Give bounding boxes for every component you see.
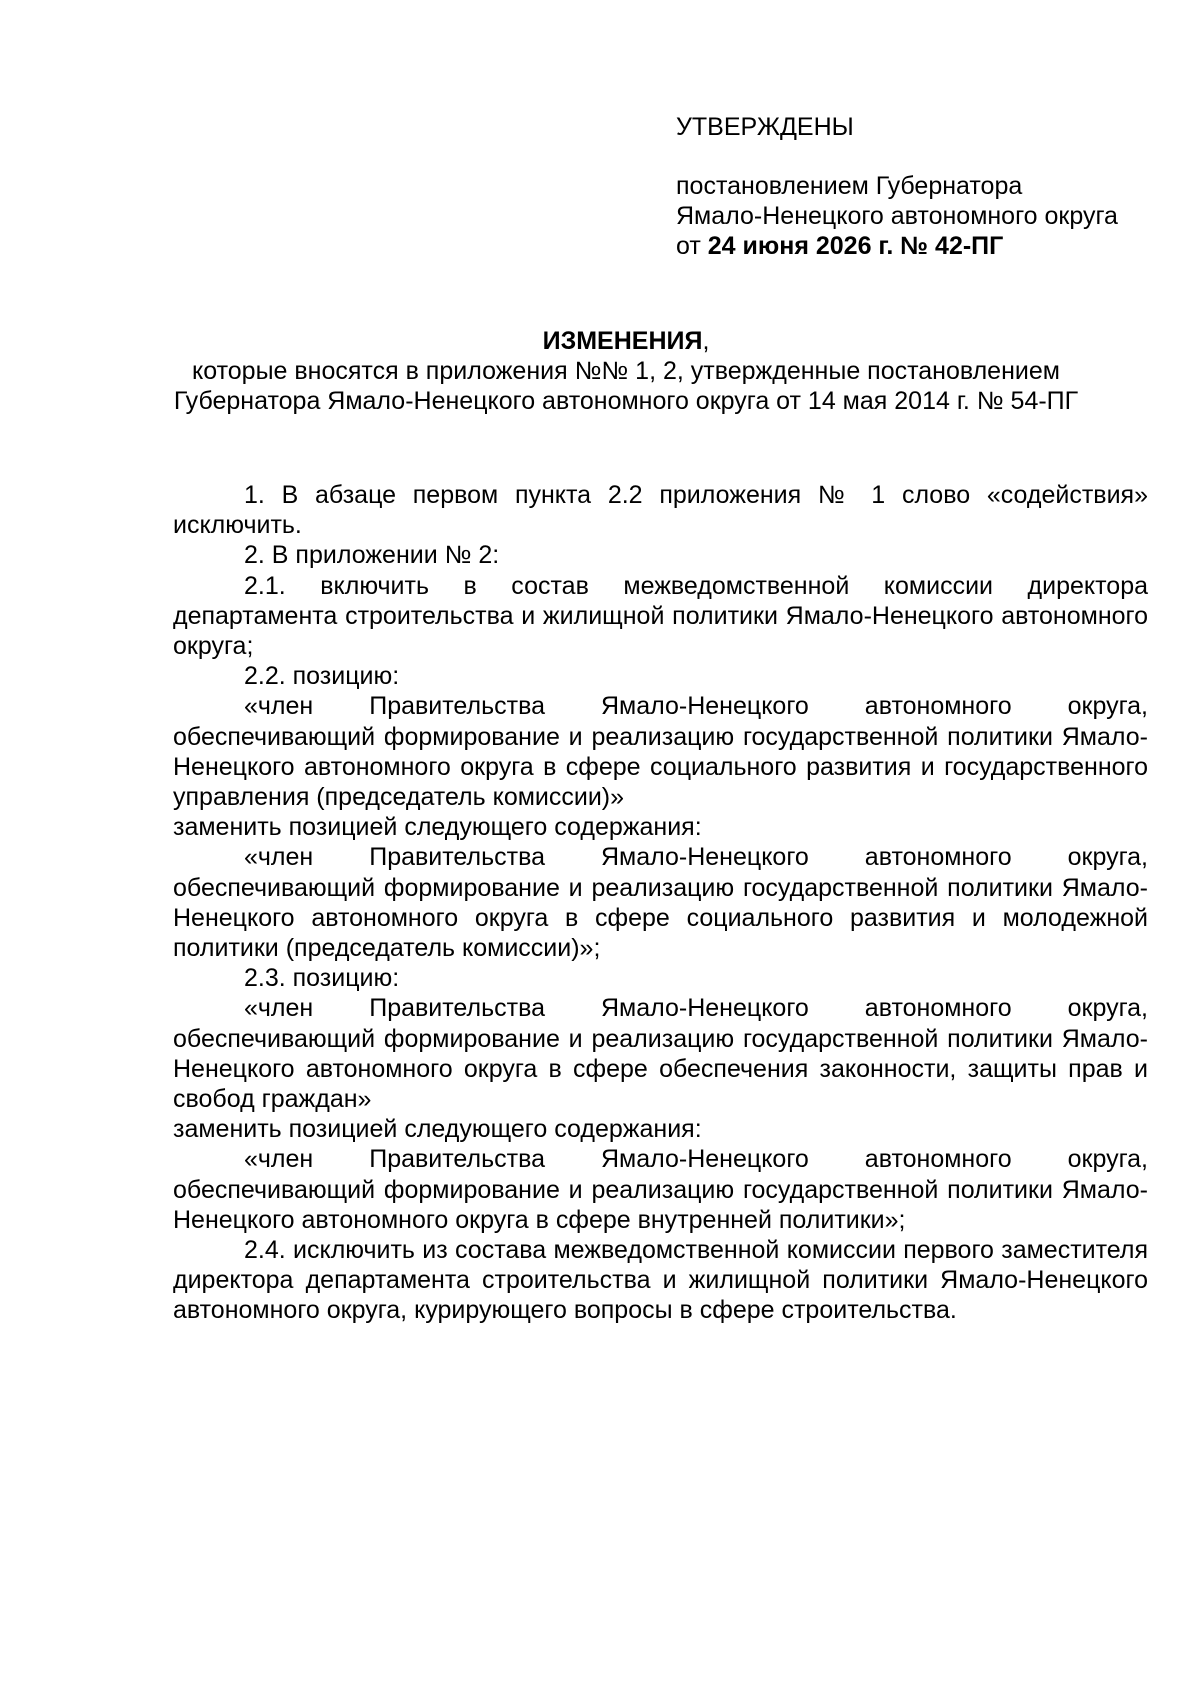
approval-block	[676, 112, 1176, 261]
position-old-2-2: «член Правительства Ямало-Ненецкого автономного округа, обеспечивающий формирование и реализацию государственной политики Ямало-Ненецкого автономного округа в сфере социального развития и государственного управления (председатель комиссии)»	[173, 692, 1148, 812]
heading-line-2: которые вносятся в приложения №№ 1, 2, утвержденные постановлением	[192, 357, 1060, 385]
paragraph-1: 1. В абзаце первом пункта 2.2 приложения № 1 слово «содействия» исключить.	[173, 481, 1148, 540]
approval-date-line	[676, 231, 1176, 261]
position-old-2-3: «член Правительства Ямало-Ненецкого автономного округа, обеспечивающий формирование и реализацию государственной политики Ямало-Ненецкого автономного округа в сфере обеспечения законности, защиты прав и свобод граждан»	[173, 994, 1148, 1114]
paragraph-2-2: 2.2. позицию:	[244, 662, 400, 691]
approval-heading: УТВЕРЖДЕНЫ	[676, 113, 854, 141]
heading-title: ИЗМЕНЕНИЯ	[542, 327, 703, 355]
approval-date: 24 июня 2026 г. № 42-ПГ	[707, 232, 1004, 260]
paragraph-2-3: 2.3. позицию:	[244, 964, 400, 993]
replace-phrase-2-3: заменить позицией следующего содержания:	[173, 1115, 702, 1144]
document-heading	[150, 326, 1102, 416]
replace-phrase-2-2: заменить позицией следующего содержания:	[173, 813, 702, 842]
approval-date-prefix: от	[676, 232, 701, 260]
paragraph-2: 2. В приложении № 2:	[244, 541, 500, 570]
approval-line-1: постановлением Губернатора	[676, 172, 1023, 200]
position-new-2-3: «член Правительства Ямало-Ненецкого автономного округа, обеспечивающий формирование и реализацию государственной политики Ямало-Ненецкого автономного округа в сфере внутренней политики»;	[173, 1145, 1148, 1234]
paragraph-2-4: 2.4. исключить из состава межведомственной комиссии первого заместителя директора департамента строительства и жилищной политики Ямало-Ненецкого автономного округа, курирующего вопросы в сфере строительства.	[173, 1236, 1148, 1325]
position-new-2-2: «член Правительства Ямало-Ненецкого автономного округа, обеспечивающий формирование и реализацию государственной политики Ямало-Ненецкого автономного округа в сфере социального развития и молодежной политики (председатель комиссии)»;	[173, 843, 1148, 963]
heading-line-3: Губернатора Ямало-Ненецкого автономного округа от 14 мая 2014 г. № 54-ПГ	[173, 387, 1079, 415]
document-body	[173, 480, 1148, 1326]
paragraph-2-1: 2.1. включить в состав межведомственной комиссии директора департамента строительства и жилищной политики Ямало-Ненецкого автономного округа;	[173, 571, 1148, 661]
approval-line-2: Ямало-Ненецкого автономного округа	[676, 202, 1118, 230]
heading-title-line	[150, 326, 1102, 356]
heading-title-comma: ,	[702, 327, 710, 355]
